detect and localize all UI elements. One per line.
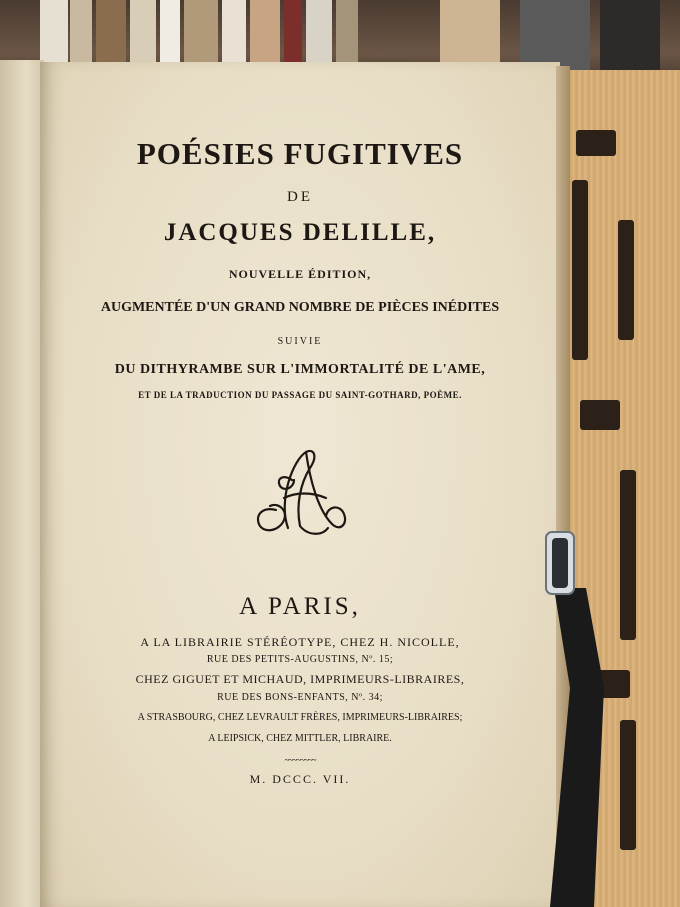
imprint-line-1: A LA LIBRAIRIE STÉRÉOTYPE, CHEZ H. NICOLLE,	[140, 635, 460, 649]
imprint-line-2: RUE DES PETITS-AUGUSTINS, Nº. 15;	[206, 654, 394, 665]
book-spine	[306, 0, 332, 70]
book-spine	[70, 0, 92, 70]
stand-slot	[620, 470, 636, 640]
suivie-line: SUIVIE	[277, 336, 323, 347]
book-spine	[336, 0, 358, 70]
traduction-line: ET DE LA TRADUCTION DU PASSAGE DU SAINT-GOTHARD, POÈME.	[138, 390, 462, 400]
augmentee-line: AUGMENTÉE D'UN GRAND NOMBRE DE PIÈCES INÉDITES	[100, 300, 500, 315]
book-spine	[130, 0, 156, 70]
book-spine	[160, 0, 180, 70]
stand-slot	[580, 400, 620, 430]
imprint-line-4: RUE DES BONS-ENFANTS, Nº. 34;	[217, 692, 383, 703]
book-spine	[222, 0, 246, 70]
stand-slot	[618, 220, 634, 340]
monogram-icon	[248, 440, 354, 540]
author-name: JACQUES DELILLE,	[163, 219, 437, 246]
edition-note: NOUVELLE ÉDITION,	[228, 267, 372, 281]
book-spine	[184, 0, 218, 70]
stand-slot	[576, 130, 616, 156]
book-left-edge	[0, 60, 44, 907]
stand-slot	[572, 180, 588, 360]
book-spine	[250, 0, 280, 70]
imprint-line-3: CHEZ GIGUET ET MICHAUD, IMPRIMEURS-LIBRAIRES,	[135, 672, 465, 686]
book-spine	[520, 0, 590, 70]
book-spine	[284, 0, 302, 70]
book-spine	[440, 0, 500, 70]
imprint-line-5: A STRASBOURG, CHEZ LEVRAULT FRÈRES, IMPRIMEURS-LIBRAIRES;	[137, 712, 463, 723]
title-de: DE	[287, 189, 313, 205]
bookmark-ribbon[interactable]	[540, 528, 610, 907]
stand-slot	[620, 720, 636, 850]
dithyrambe-line: DU DITHYRAMBE SUR L'IMMORTALITÉ DE L'AME,	[114, 362, 486, 377]
publication-date: M. DCCC. VII.	[249, 772, 351, 786]
imprint-line-6: A LEIPSICK, CHEZ MITTLER, LIBRAIRE.	[208, 733, 392, 744]
imprint-place: A PARIS,	[239, 593, 361, 620]
book-spine	[96, 0, 126, 70]
ornament-rule: ~~~~~~~~	[284, 755, 316, 765]
book-spine	[600, 0, 660, 70]
book-spine	[40, 0, 68, 70]
book-title: POÉSIES FUGITIVES	[136, 136, 464, 171]
